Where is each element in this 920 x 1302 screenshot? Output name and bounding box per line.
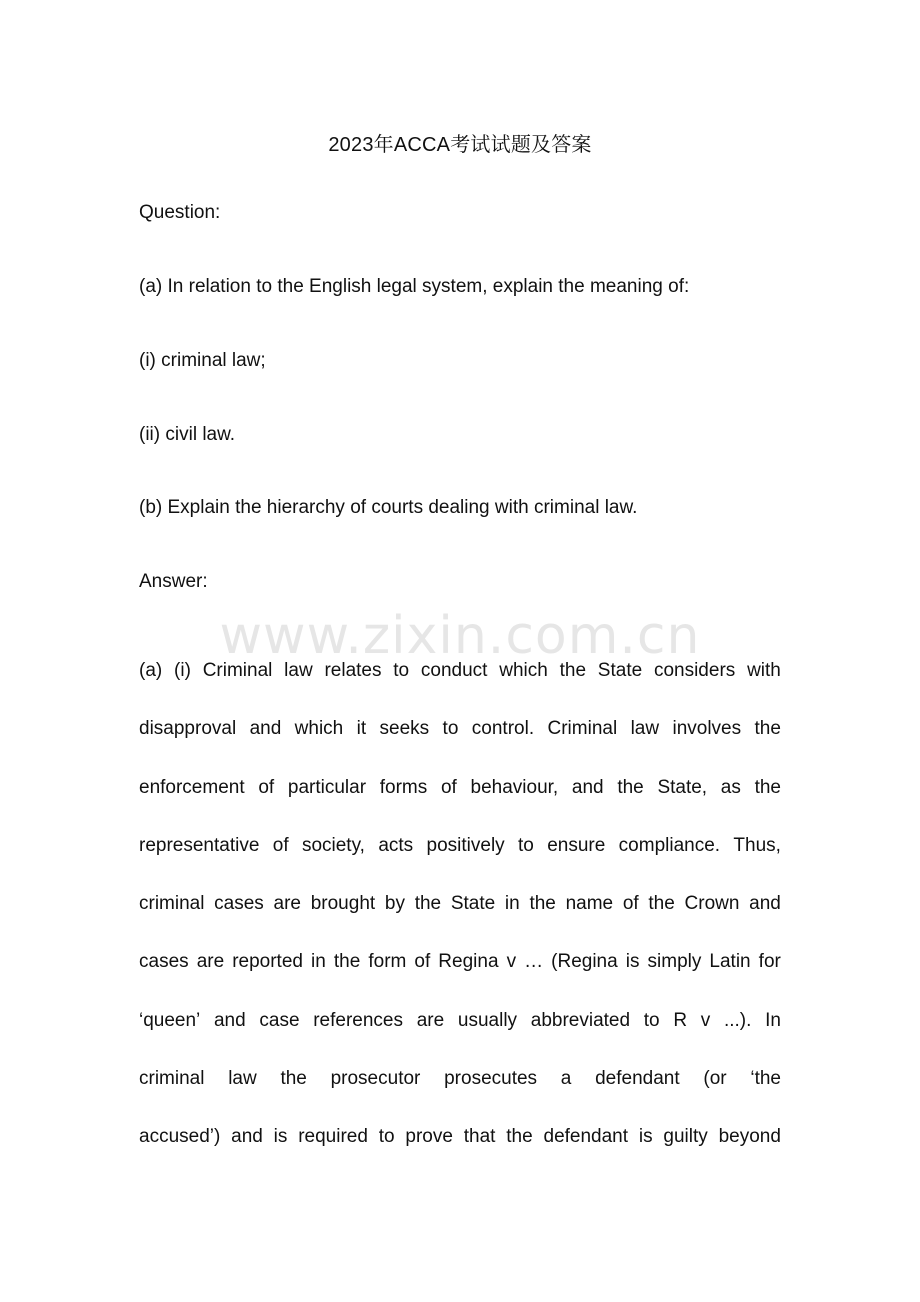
answer-word: case	[259, 1009, 300, 1031]
answer-word: prosecutor	[330, 1068, 421, 1090]
answer-line	[139, 1108, 781, 1166]
answer-word: particular	[287, 776, 367, 798]
answer-word: brought	[310, 893, 376, 915]
answer-word: Criminal	[547, 718, 618, 740]
answer-word: are	[416, 1009, 445, 1031]
answer-word: which	[294, 718, 344, 740]
answer-word: are	[273, 893, 301, 915]
answer-word: is	[638, 1126, 653, 1148]
answer-word: for	[758, 951, 781, 973]
answer-line	[139, 642, 781, 700]
answer-word: is	[625, 951, 640, 973]
answer-word: involves	[672, 718, 742, 740]
answer-word: positively	[426, 834, 505, 856]
answer-word: of	[440, 776, 457, 798]
answer-word: of	[414, 951, 431, 973]
answer-word: v	[700, 1009, 711, 1031]
answer-word: cases	[139, 951, 189, 973]
answer-word: guilty	[663, 1126, 708, 1148]
answer-word: ‘queen’	[139, 1009, 201, 1031]
answer-word: disapproval	[139, 718, 237, 740]
answer-word: the	[754, 776, 781, 798]
answer-word: …	[524, 951, 544, 973]
answer-word: form	[368, 951, 407, 973]
answer-word: compliance.	[618, 834, 721, 856]
answer-word: ensure	[547, 834, 606, 856]
answer-word: acts	[378, 834, 414, 856]
question-a-ii: (ii) civil law.	[139, 424, 236, 445]
answer-word: prove	[405, 1126, 453, 1148]
answer-word: accused’)	[139, 1126, 221, 1148]
answer-word: Latin	[709, 951, 751, 973]
answer-word: law	[284, 660, 313, 681]
answer-line	[139, 933, 781, 991]
answer-word: usually	[457, 1009, 518, 1031]
page-title: 2023年ACCA考试试题及答案	[328, 134, 592, 156]
answer-word: enforcement	[139, 776, 245, 798]
question-a-i: (i) criminal law;	[139, 350, 266, 371]
answer-word: to	[378, 1126, 395, 1148]
answer-word: and	[571, 776, 604, 798]
answer-word: (Regina	[551, 951, 618, 973]
answer-word: State,	[657, 776, 708, 798]
answer-word: conduct	[420, 660, 488, 681]
answer-word: reported	[232, 951, 303, 973]
answer-word: society,	[301, 834, 365, 856]
answer-word: seeks	[379, 718, 430, 740]
answer-line	[139, 700, 781, 758]
answer-word: that	[463, 1126, 496, 1148]
answer-word: abbreviated	[530, 1009, 631, 1031]
answer-line	[139, 992, 781, 1050]
answer-word: is	[273, 1126, 288, 1148]
answer-word: as	[720, 776, 741, 798]
answer-word: references	[313, 1009, 404, 1031]
answer-word: the	[648, 893, 675, 915]
answer-word: by	[384, 893, 405, 915]
answer-word: criminal	[139, 893, 205, 915]
answer-word: the	[333, 951, 361, 973]
answer-word: Regina	[438, 951, 499, 973]
answer-word: representative	[139, 834, 260, 856]
answer-word: v	[506, 951, 517, 973]
answer-word: it	[356, 718, 367, 740]
answer-word: R	[673, 1009, 688, 1031]
answer-word: in	[311, 951, 326, 973]
answer-word: (i)	[174, 660, 191, 681]
answer-word: ...).	[723, 1009, 752, 1031]
answer-word: with	[747, 660, 781, 681]
answer-word: defendant	[595, 1068, 680, 1090]
answer-line	[139, 1050, 781, 1108]
answer-line	[139, 817, 781, 875]
answer-word: simply	[647, 951, 702, 973]
answer-word: a	[560, 1068, 572, 1090]
answer-word: of	[622, 893, 639, 915]
question-b: (b) Explain the hierarchy of courts dealing with criminal law.	[139, 497, 638, 518]
answer-word: behaviour,	[470, 776, 559, 798]
answer-body	[139, 642, 781, 1167]
answer-line	[139, 759, 781, 817]
answer-word: of	[258, 776, 275, 798]
answer-word: to	[442, 718, 459, 740]
answer-word: of	[272, 834, 289, 856]
answer-word: law	[228, 1068, 257, 1090]
answer-word: (a)	[139, 660, 163, 681]
answer-word: the	[414, 893, 442, 915]
answer-word: and	[231, 1126, 263, 1148]
answer-word: to	[643, 1009, 660, 1031]
answer-heading: Answer:	[139, 571, 208, 592]
answer-word: are	[196, 951, 225, 973]
answer-word: Crown	[684, 893, 740, 915]
answer-word: considers	[653, 660, 736, 681]
answer-word: defendant	[543, 1126, 629, 1148]
answer-word: criminal	[139, 1068, 205, 1090]
answer-word: ‘the	[750, 1068, 781, 1090]
answer-word: relates	[324, 660, 382, 681]
answer-word: cases	[214, 893, 264, 915]
answer-word: the	[280, 1068, 307, 1090]
answer-word: prosecutes	[444, 1068, 538, 1090]
watermark: www.zixin.com.cn	[219, 606, 701, 666]
answer-word: and	[249, 718, 282, 740]
answer-word: name	[565, 893, 614, 915]
answer-word: and	[213, 1009, 246, 1031]
answer-word: to	[393, 660, 410, 681]
answer-word: the	[617, 776, 644, 798]
answer-word: law	[630, 718, 660, 740]
answer-word: the	[754, 718, 781, 740]
answer-line	[139, 875, 781, 933]
answer-word: required	[298, 1126, 368, 1148]
answer-word: State	[450, 893, 496, 915]
question-a: (a) In relation to the English legal system, explain the meaning of:	[139, 276, 690, 297]
answer-word: State	[597, 660, 643, 681]
answer-word: (or	[703, 1068, 727, 1090]
answer-word: to	[518, 834, 534, 856]
answer-word: In	[765, 1009, 781, 1031]
question-heading: Question:	[139, 202, 221, 223]
answer-word: beyond	[718, 1126, 781, 1148]
answer-word: Thus,	[733, 834, 781, 856]
answer-word: which	[499, 660, 548, 681]
answer-word: the	[506, 1126, 533, 1148]
answer-word: the	[529, 893, 556, 915]
answer-word: and	[749, 893, 781, 915]
answer-word: the	[559, 660, 587, 681]
answer-word: forms	[379, 776, 428, 798]
answer-word: in	[504, 893, 520, 915]
answer-word: Criminal	[202, 660, 273, 681]
answer-word: control.	[471, 718, 535, 740]
